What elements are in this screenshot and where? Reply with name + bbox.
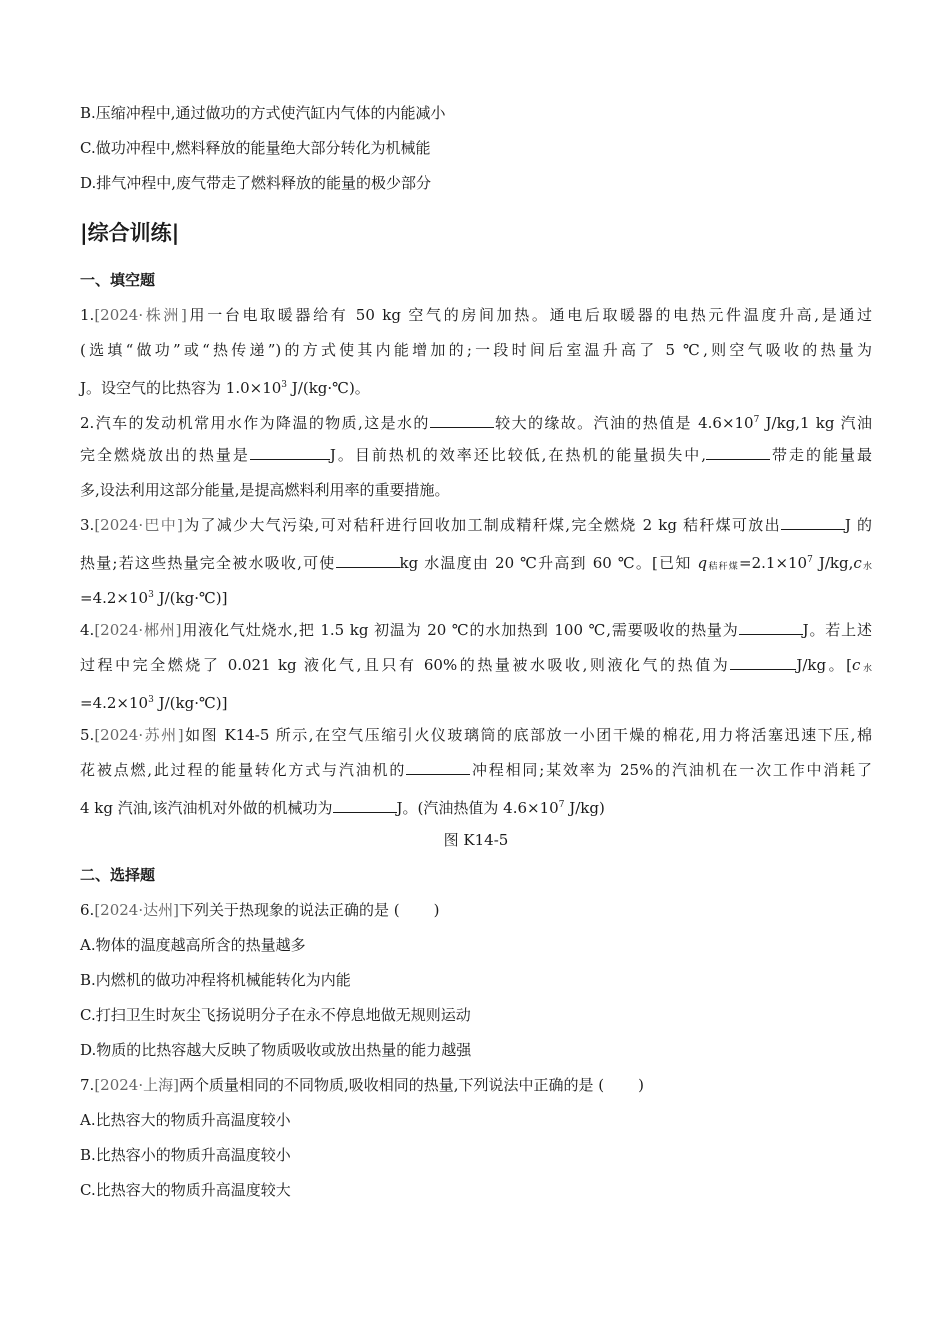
q1-text-2: (选填“做功”或“热传递”)的方式使其内能增加的;一段时间后室温升高了 5 ℃,则空气吸收的热量为	[80, 341, 872, 359]
option-d-prev: D.排气冲程中,废气带走了燃料释放的能量的极少部分	[80, 174, 432, 192]
q4-blank-2[interactable]	[730, 654, 796, 670]
q5-text-2a: 花被点燃,此过程的能量转化方式与汽油机的	[80, 761, 407, 779]
q7-option-a: A.比热容大的物质升高温度较小	[80, 1111, 291, 1129]
q3-blank-1[interactable]	[781, 514, 845, 530]
q5-text-2b: 冲程相同;某效率为 25%的汽油机在一次工作中消耗了	[470, 761, 872, 779]
q6-option-c: C.打扫卫生时灰尘飞扬说明分子在永不停息地做无规则运动	[80, 1006, 471, 1024]
q5-text-1: 如图 K14-5 所示,在空气压缩引火仪玻璃筒的底部放一小团干燥的棉花,用力将活塞迅速下压,棉	[183, 726, 872, 744]
q3-text-2d: J/kg,	[812, 554, 854, 572]
q5-source-tag: [2024·苏州]	[94, 726, 184, 744]
q1-text-3a: J。设空气的比热容为 1.0×10	[80, 379, 282, 397]
q6-option-b: B.内燃机的做功冲程将机械能转化为内能	[80, 971, 351, 989]
q2-text-1a: 汽车的发动机常用水作为降温的物质,这是水的	[94, 414, 430, 432]
option-c-prev: C.做功冲程中,燃料释放的能量绝大部分转化为机械能	[80, 139, 431, 157]
q2-exponent: 7	[753, 415, 760, 425]
q4-blank-1[interactable]	[739, 619, 803, 635]
q7-stem	[80, 1068, 872, 1103]
q1-number: 1.	[80, 306, 95, 324]
q4-text-1b: J。若上述	[802, 621, 872, 639]
q5-line-2	[80, 753, 872, 788]
q3-text-3a: =4.2×10	[80, 589, 149, 607]
q3-exponent-1: 7	[807, 555, 813, 565]
q7-option-b: B.比热容小的物质升高温度较小	[80, 1146, 291, 1164]
q3-number: 3.	[80, 516, 95, 534]
q2-text-2c: 带走的能量最	[770, 446, 872, 464]
q4-number: 4.	[80, 621, 95, 639]
q4-text-1a: 用液化气灶烧水,把 1.5 kg 初温为 20 ℃的水加热到 100 ℃,需要吸收的热量为	[181, 621, 739, 639]
q2-text-1c: J/kg,1 kg 汽油	[759, 414, 872, 432]
exam-page	[80, 96, 872, 1208]
q2-blank-1[interactable]	[430, 412, 494, 428]
q3-text-1b: J 的	[844, 516, 872, 534]
q6-option-a: A.物体的温度越高所含的热量越多	[80, 936, 306, 954]
q5-blank-1[interactable]	[406, 759, 470, 775]
q6-stem-text: 下列关于热现象的说法正确的是 (	[178, 901, 400, 919]
q5-text-3b: J。(汽油热值为 4.6×10	[396, 799, 559, 817]
q4-text-3a: =4.2×10	[80, 694, 149, 712]
q1-line-1	[80, 298, 872, 333]
q4-c-subscript: 水	[860, 664, 872, 674]
q3-blank-2[interactable]	[336, 552, 400, 568]
q6-close-paren: )	[433, 901, 440, 919]
q2-text-3: 多,设法利用这部分能量,是提高燃料利用率的重要措施。	[80, 481, 450, 499]
fill-heading: 一、填空题	[80, 271, 156, 289]
q7-option-c: C.比热容大的物质升高温度较大	[80, 1181, 291, 1199]
q3-q-symbol: q	[697, 554, 708, 572]
q3-line-1	[80, 508, 872, 543]
q2-line-1	[80, 403, 872, 438]
q4-line-1	[80, 613, 872, 648]
q3-text-3b: J/(kg·℃)]	[153, 589, 228, 607]
q1-text-1: 用一台电取暖器给有 50 kg 空气的房间加热。通电后取暖器的电热元件温度升高,是通过	[186, 306, 872, 324]
q2-number: 2.	[80, 414, 95, 432]
q2-blank-3[interactable]	[706, 444, 770, 460]
q3-line-3	[80, 578, 872, 613]
q5-line-3	[80, 788, 872, 823]
q4-c-symbol: c	[852, 656, 861, 674]
q1-source-tag: [2024·株洲]	[94, 306, 187, 324]
q2-text-2b: J。目前热机的效率还比较低,在热机的能量损失中,	[329, 446, 707, 464]
option-b-prev: B.压缩冲程中,通过做功的方式使汽缸内气体的内能减小	[80, 104, 446, 122]
q6-number: 6.	[80, 901, 95, 919]
q2-blank-2[interactable]	[250, 444, 330, 460]
q1-line-3	[80, 368, 872, 403]
q4-source-tag: [2024·郴州]	[94, 621, 182, 639]
q3-q-subscript: 秸秆煤	[707, 562, 740, 572]
q7-number: 7.	[80, 1076, 95, 1094]
q1-exponent: 3	[281, 380, 288, 390]
q4-text-3b: J/(kg·℃)]	[153, 694, 228, 712]
q2-text-2a: 完全燃烧放出的热量是	[80, 446, 250, 464]
q6-stem	[80, 893, 872, 928]
choice-heading: 二、选择题	[80, 866, 156, 884]
q5-text-3c: J/kg)	[564, 799, 605, 817]
q6-source-tag: [2024·达州]	[94, 901, 179, 919]
q5-blank-2[interactable]	[333, 797, 397, 813]
q5-text-3a: 4 kg 汽油,该汽油机对外做的机械功为	[80, 799, 333, 817]
q7-source-tag: [2024·上海]	[94, 1076, 179, 1094]
q4-text-2b: J/kg。[	[796, 656, 853, 674]
q7-close-paren: )	[638, 1076, 644, 1094]
q1-line-2	[80, 333, 872, 368]
q4-exponent: 3	[148, 695, 154, 705]
q4-line-3	[80, 683, 872, 718]
q5-exponent: 7	[558, 800, 565, 810]
section-title: |综合训练|	[80, 221, 180, 245]
q5-line-1	[80, 718, 872, 753]
q3-text-1a: 为了减少大气污染,可对秸秆进行回收加工制成精秆煤,完全燃烧 2 kg 秸秆煤可放出	[182, 516, 781, 534]
q4-line-2	[80, 648, 872, 683]
q5-number: 5.	[80, 726, 95, 744]
q3-line-2	[80, 543, 872, 578]
q7-stem-text: 两个质量相同的不同物质,吸收相同的热量,下列说法中正确的是 (	[178, 1076, 605, 1094]
q3-source-tag: [2024·巴中]	[94, 516, 183, 534]
q2-line-3	[80, 473, 872, 508]
q2-text-1b: 较大的缘故。汽油的热值是 4.6×10	[493, 414, 754, 432]
q1-text-3b: J/(kg·℃)。	[287, 379, 370, 397]
q3-exponent-2: 3	[148, 590, 154, 600]
q3-text-2b: kg 水温度由 20 ℃升高到 60 ℃。[已知	[399, 554, 698, 572]
q3-c-subscript: 水	[861, 562, 872, 572]
figure-caption: 图 K14-5	[443, 831, 509, 849]
q3-text-2a: 热量;若这些热量完全被水吸收,可使	[80, 554, 336, 572]
q2-line-2	[80, 438, 872, 473]
q3-text-2c: =2.1×10	[739, 554, 808, 572]
q6-option-d: D.物质的比热容越大反映了物质吸收或放出热量的能力越强	[80, 1041, 472, 1059]
q4-text-2a: 过程中完全燃烧了 0.021 kg 液化气,且只有 60%的热量被水吸收,则液化气的热值为	[80, 656, 731, 674]
q3-c-symbol: c	[853, 554, 862, 572]
